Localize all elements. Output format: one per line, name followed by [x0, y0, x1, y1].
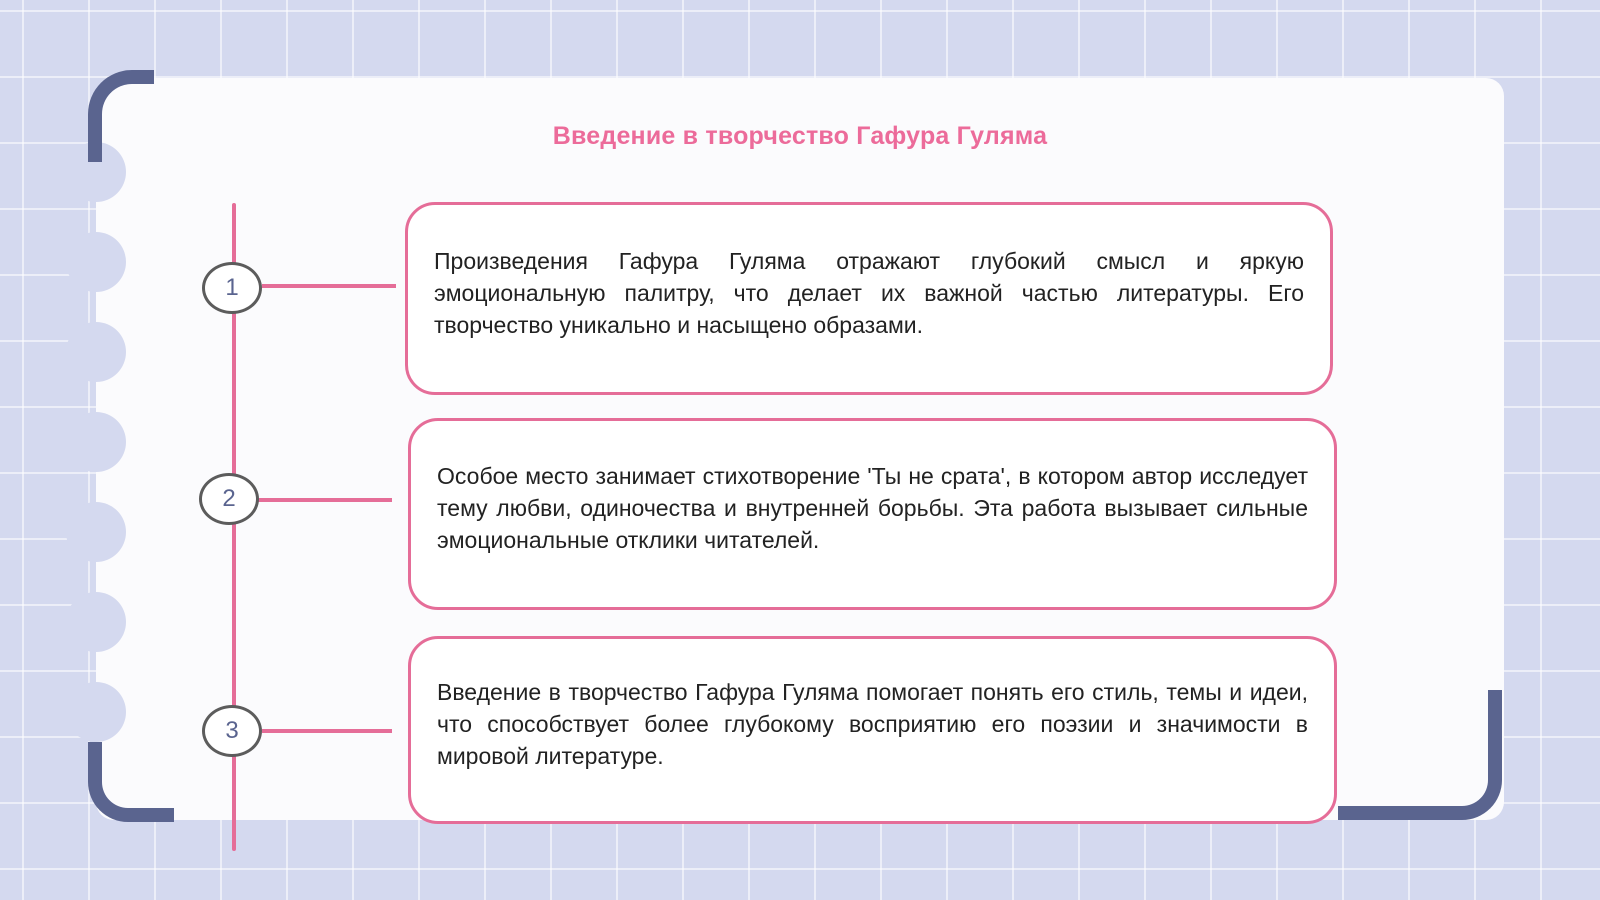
timeline-connector: [262, 729, 392, 733]
timeline-card: [408, 418, 1337, 610]
timeline-card: [408, 636, 1337, 824]
paper-edge-scallop: [66, 592, 126, 652]
paper-edge-scallop: [66, 412, 126, 472]
timeline-node-number: 2: [222, 485, 236, 512]
frame-corner-bottom-right: [1338, 690, 1502, 820]
timeline-node: [202, 262, 262, 314]
timeline-connector: [262, 284, 396, 288]
frame-corner-bottom-left: [88, 742, 174, 822]
timeline-node-number: 1: [225, 274, 239, 301]
timeline-connector: [258, 498, 392, 502]
timeline-card-text: Произведения Гафура Гуляма отражают глубокий смысл и яркую эмоциональную палитру, что делает их важной частью литературы. Его творчество уникально и насыщено образами.: [434, 247, 1304, 338]
timeline-card-text: Введение в творчество Гафура Гуляма помогает понять его стиль, темы и идеи, что способствует более глубокому восприятию его поэзии и значимости в мировой литературе.: [437, 679, 1308, 769]
timeline-node: [202, 705, 262, 757]
timeline-card-text: Особое место занимает стихотворение 'Ты не срата', в котором автор исследует тему любви, одиночества и внутренней борьбы. Эта работа вызывает сильные эмоциональные отклики читателей.: [437, 463, 1308, 553]
timeline-card: [405, 202, 1333, 395]
paper-edge-scallop: [66, 682, 126, 742]
timeline-node: [199, 473, 259, 525]
slide-title: Введение в творчество Гафура Гуляма: [552, 122, 1048, 150]
paper-edge-scallop: [66, 502, 126, 562]
paper-edge-scallop: [66, 322, 126, 382]
frame-corner-top-left: [88, 70, 154, 162]
timeline-node-number: 3: [225, 717, 239, 744]
paper-edge-scallop: [66, 232, 126, 292]
